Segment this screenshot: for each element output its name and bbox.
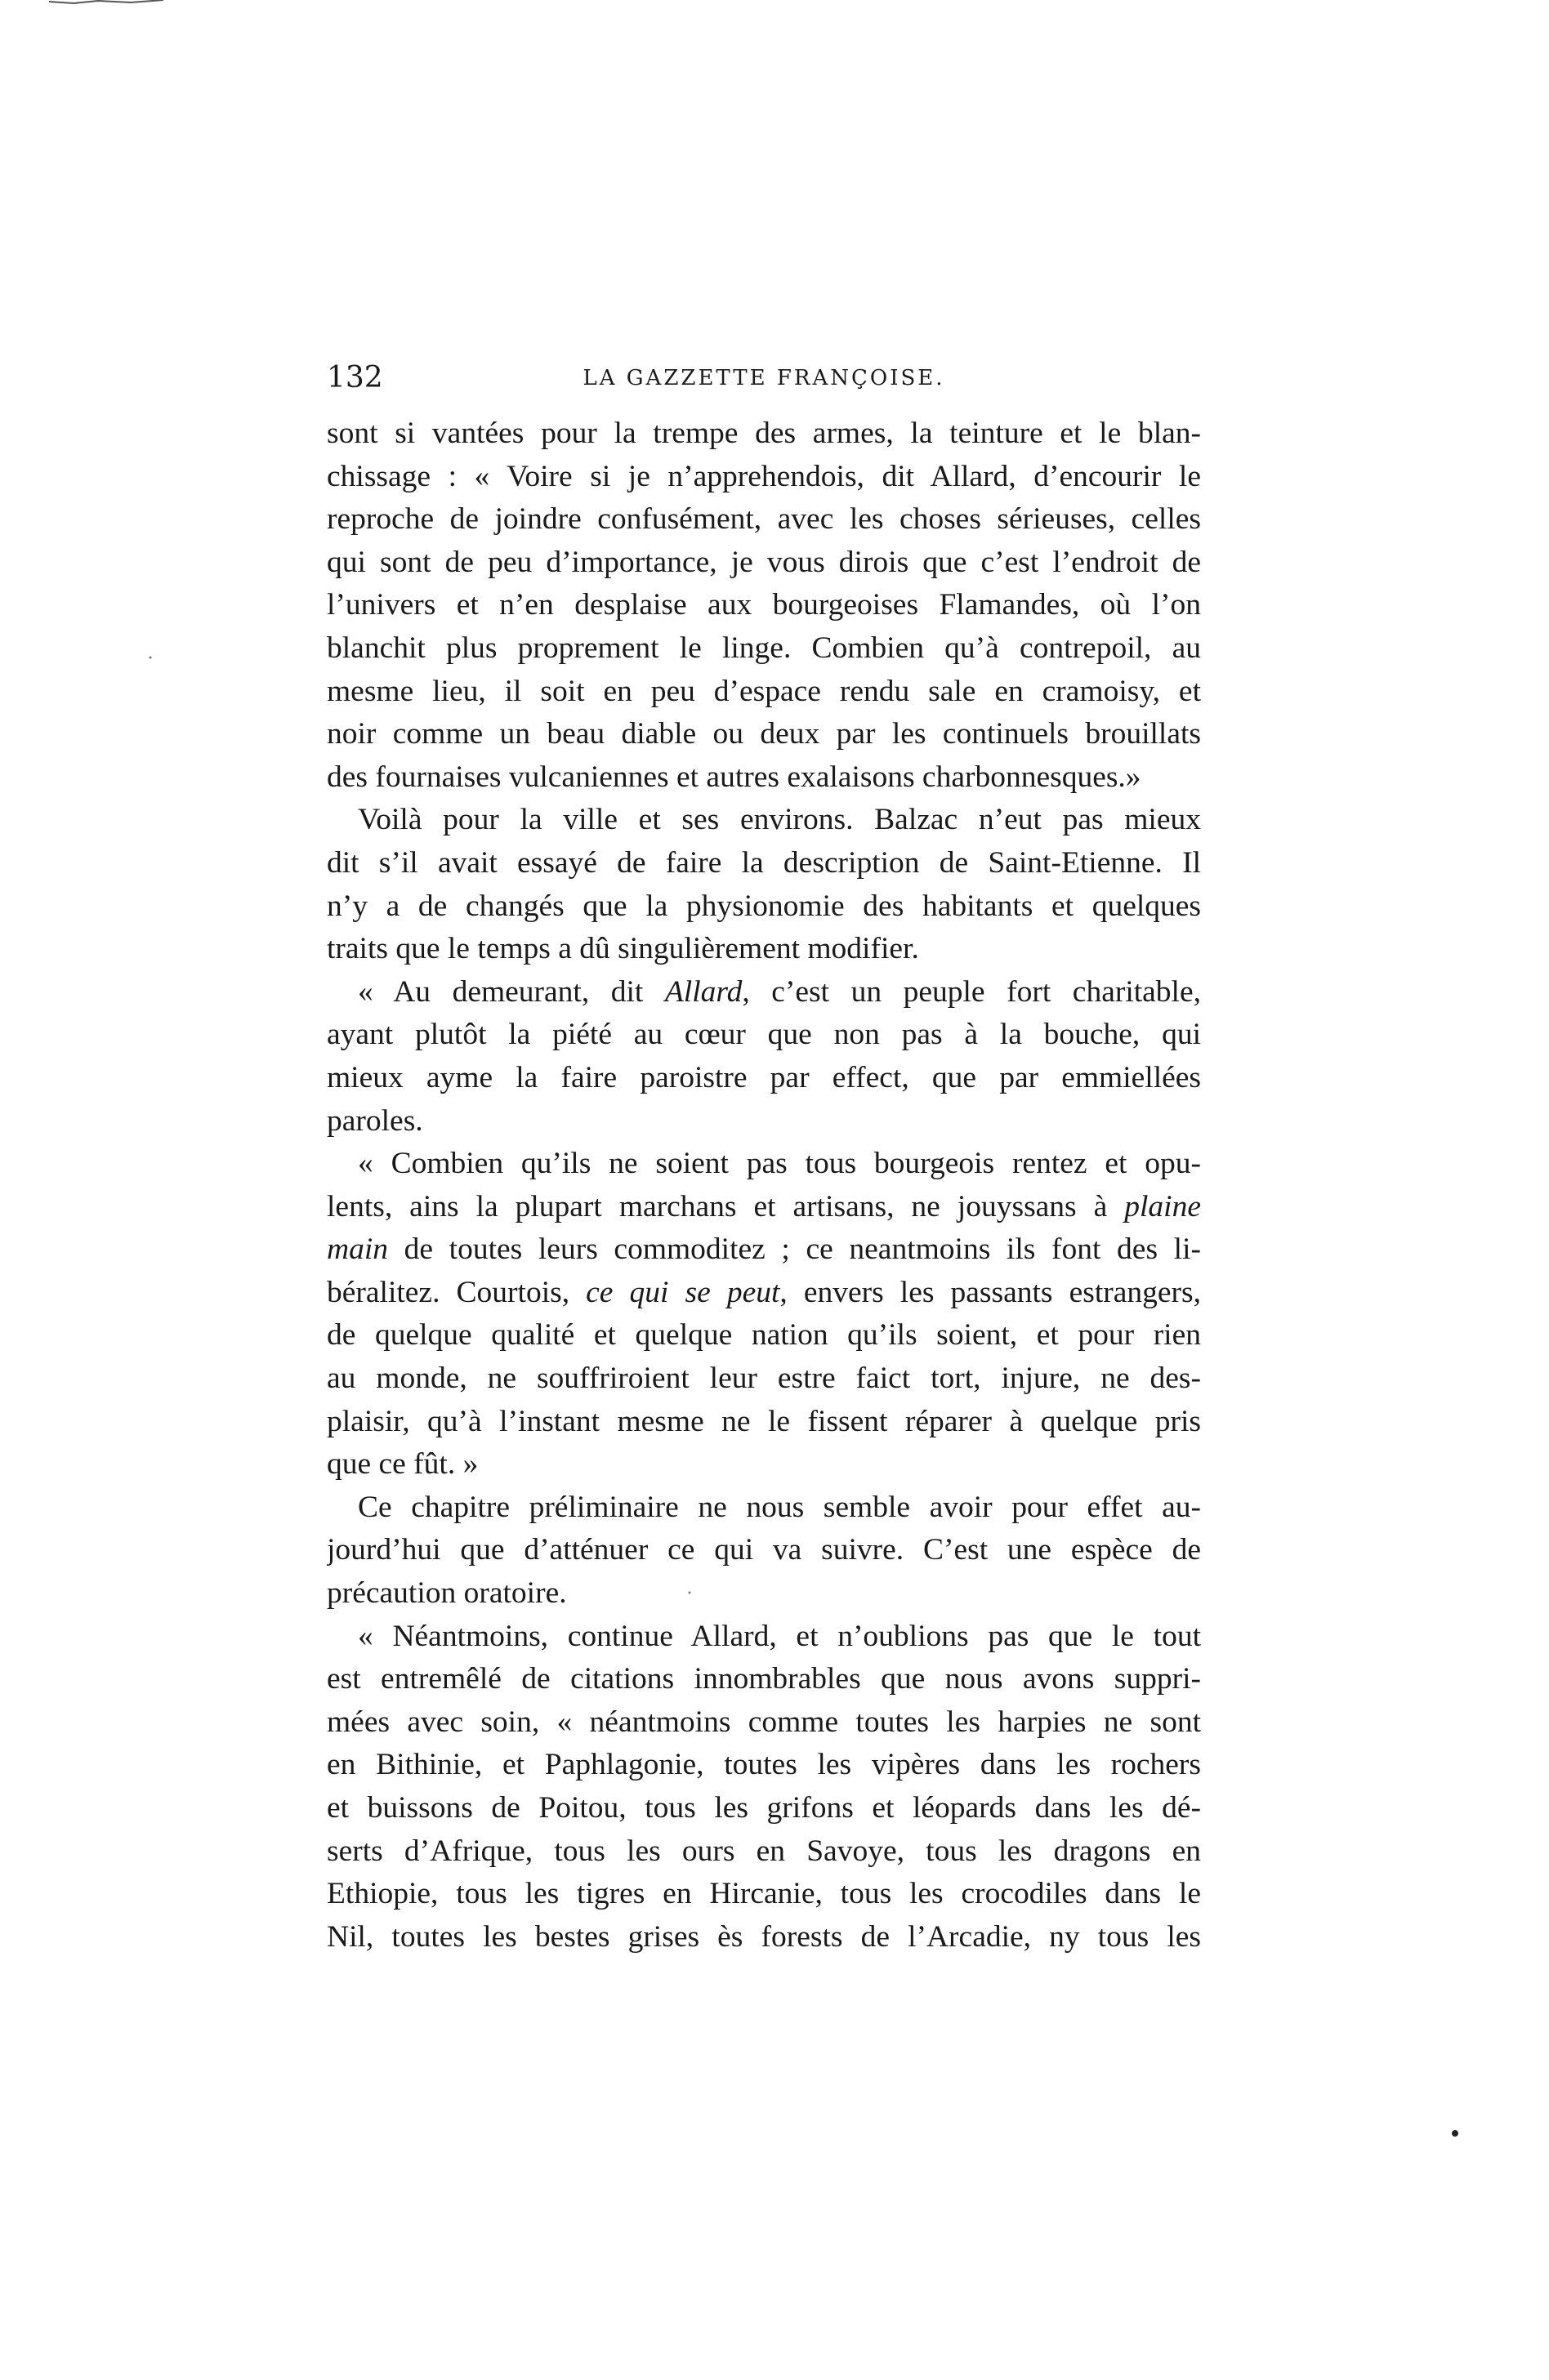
text-span: blanchit plus proprement le linge. Combien qu’à contrepoil, au	[327, 631, 1201, 665]
text-span: est entremêlé de citations innombrables que nous avons suppri-	[327, 1662, 1201, 1696]
text-span: ayant plutôt la piété au cœur que non pas à la bouche, qui	[327, 1018, 1201, 1052]
text-span: qui sont de peu d’importance, je vous dirois que c’est l’endroit de	[327, 545, 1201, 579]
text-span: dit s’il avait essayé de faire la description de Saint-Etienne. Il	[327, 845, 1201, 880]
text-span: « Combien qu’ils ne soient pas tous bourgeois rentez et opu-	[358, 1147, 1201, 1181]
text-span: et buissons de Poitou, tous les grifons et léopards dans les dé-	[327, 1791, 1201, 1825]
running-title: LA GAZZETTE FRANÇOISE.	[583, 366, 945, 390]
text-span: jourd’hui que d’atténuer ce qui va suivre. C’est une espèce de	[327, 1533, 1201, 1567]
text-span: , c’est un peuple fort charitable,	[742, 974, 1201, 1009]
italic-span: ce qui se peut	[586, 1275, 780, 1309]
text-span: Nil, toutes les bestes grises ès forests de l’Arcadie, ny tous les	[327, 1919, 1201, 1954]
text-span: Ethiopie, tous les tigres en Hircanie, tous les crocodiles dans le	[327, 1877, 1201, 1911]
text-span: sont si vantées pour la trempe des armes, la teinture et le blan-	[327, 417, 1201, 450]
text-span: au monde, ne souffriroient leur estre faict tort, injure, ne des-	[327, 1362, 1201, 1396]
text-span: en Bithinie, et Paphlagonie, toutes les vipères dans les rochers	[327, 1748, 1201, 1782]
page-number: 132	[327, 361, 383, 394]
ink-speck	[150, 657, 152, 659]
text-span: plaisir, qu’à l’instant mesme ne le fissent réparer à quelque pris	[327, 1404, 1201, 1438]
text-span: mieux ayme la faire paroistre par effect, que par emmiellées	[327, 1060, 1201, 1094]
text-span: lents, ains la plupart marchans et artisans, ne jouyssans à	[327, 1189, 1125, 1223]
text-span: n’y a de changés que la physionomie des habitants et quelques	[327, 889, 1201, 923]
edge-mark	[49, 0, 163, 3]
text-span: de toutes leurs commoditez ; ce neantmoins ils font des li-	[388, 1232, 1201, 1267]
ink-speck	[1452, 2130, 1458, 2137]
ink-speck	[689, 1592, 691, 1594]
text-span: serts d’Afrique, tous les ours en Savoye, tous les dragons en	[327, 1834, 1201, 1868]
text-span: , envers les passants estrangers,	[779, 1275, 1201, 1309]
text-span: l’univers et n’en desplaise aux bourgeoises Flamandes, où l’on	[327, 588, 1201, 622]
italic-span: main	[327, 1232, 388, 1267]
italic-span: Allard	[664, 974, 743, 1009]
text-span: que ce fût. »	[327, 1447, 479, 1482]
text-span: mées avec soin, « néantmoins comme toutes les harpies ne sont	[327, 1705, 1201, 1739]
text-span: béralitez. Courtois,	[327, 1275, 587, 1309]
text-span: mesme lieu, il soit en peu d’espace rendu sale en cramoisy, et	[327, 674, 1201, 708]
text-span: traits que le temps a dû singulièrement modifier.	[327, 932, 919, 966]
text-span: précaution oratoire.	[327, 1576, 567, 1611]
text-span: de quelque qualité et quelque nation qu’ils soient, et pour rien	[327, 1318, 1201, 1353]
text-span: chissage : « Voire si je n’apprehendois, dit Allard, d’encourir le	[327, 459, 1201, 493]
text-span: « Au demeurant, dit	[358, 974, 665, 1009]
text-span: noir comme un beau diable ou deux par les continuels brouillats	[327, 717, 1201, 751]
text-span: des fournaises vulcaniennes et autres exalaisons charbonnesques.»	[327, 760, 1141, 794]
text-span: Ce chapitre préliminaire ne nous semble avoir pour effet au-	[358, 1490, 1201, 1524]
text-span: Voilà pour la ville et ses environs. Balzac n’eut pas mieux	[358, 803, 1201, 837]
text-span: paroles.	[327, 1103, 423, 1138]
text-span: reproche de joindre confusément, avec les choses sérieuses, celles	[327, 502, 1201, 537]
text-span: « Néantmoins, continue Allard, et n’oublions pas que le tout	[358, 1619, 1201, 1653]
italic-span: plaine	[1124, 1189, 1201, 1223]
